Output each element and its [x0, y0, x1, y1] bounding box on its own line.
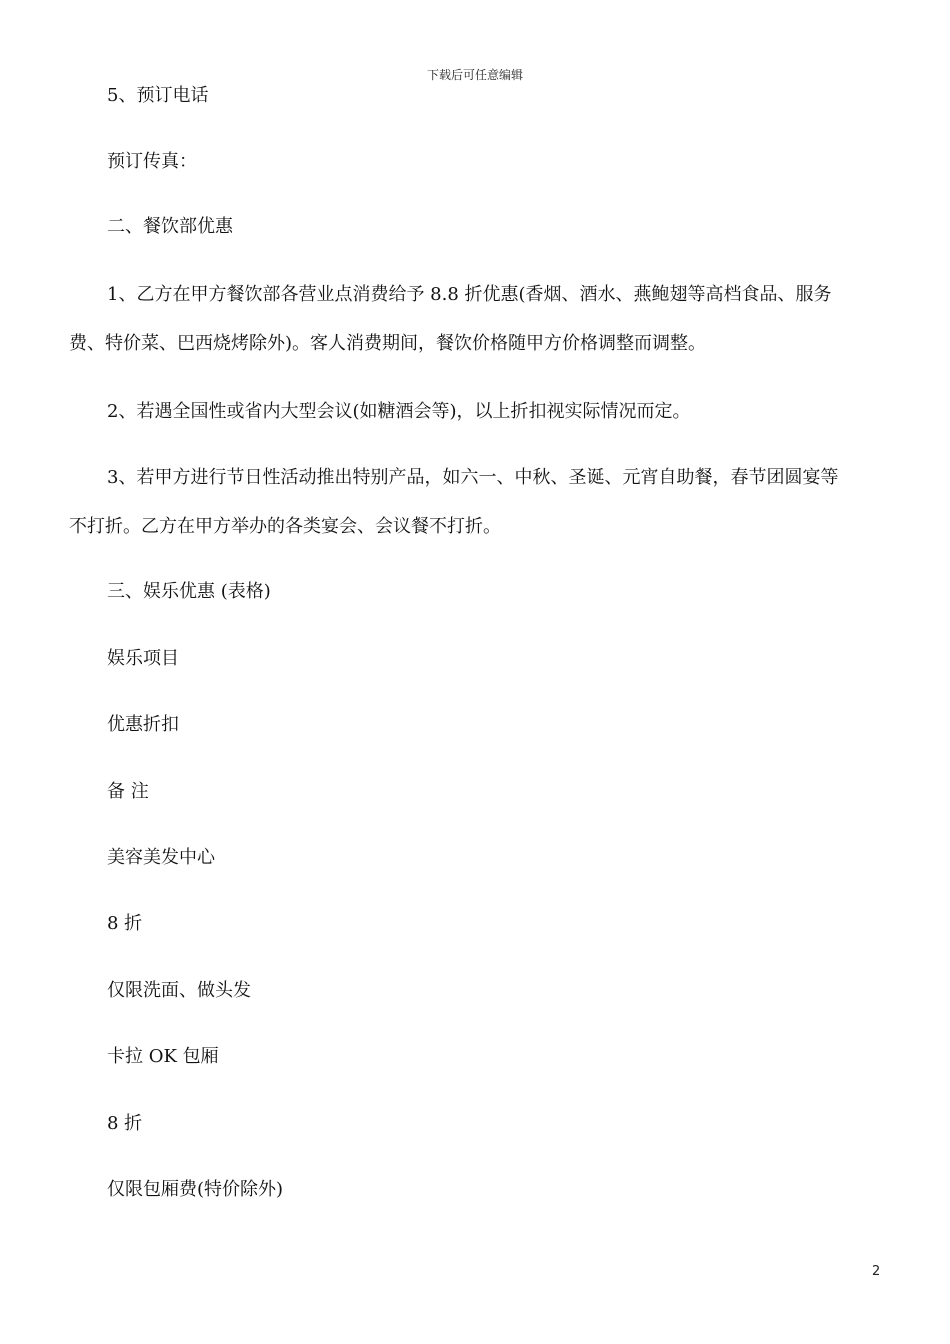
table-cell-karaoke-remark: 仅限包厢费(特价除外)	[107, 1179, 284, 1200]
table-header-item: 娱乐项目	[107, 648, 179, 669]
section-heading-entertainment: 三、娱乐优惠 (表格)	[107, 581, 271, 602]
header-note: 下载后可任意编辑	[426, 68, 523, 82]
section-heading-dining: 二、餐饮部优惠	[107, 216, 233, 237]
dining-item-1-line-2: 费、特价菜、巴西烧烤除外)。客人消费期间，餐饮价格随甲方价格调整而调整。	[69, 333, 707, 354]
table-cell-salon-discount: 8 折	[107, 913, 143, 934]
dining-item-1-line-1: 1、乙方在甲方餐饮部各营业点消费给予 8.8 折优惠(香烟、酒水、燕鲍翅等高档食品、服务	[107, 284, 832, 305]
page-number: 2	[872, 1264, 881, 1279]
booking-phone-line: 5、预订电话	[107, 85, 209, 106]
table-header-remark: 备 注	[107, 781, 149, 802]
booking-fax-line: 预订传真：	[107, 151, 197, 172]
dining-item-3-line-2: 不打折。乙方在甲方举办的各类宴会、会议餐不打折。	[69, 516, 501, 537]
table-header-discount: 优惠折扣	[107, 714, 179, 735]
table-cell-karaoke-discount: 8 折	[107, 1113, 143, 1134]
dining-item-2: 2、若遇全国性或省内大型会议(如糖酒会等)，以上折扣视实际情况而定。	[107, 401, 691, 422]
table-cell-karaoke-name: 卡拉 OK 包厢	[107, 1046, 219, 1067]
table-cell-salon-name: 美容美发中心	[107, 847, 215, 868]
table-cell-salon-remark: 仅限洗面、做头发	[107, 980, 251, 1001]
dining-item-3-line-1: 3、若甲方进行节日性活动推出特别产品，如六一、中秋、圣诞、元宵自助餐，春节团圆宴等	[107, 467, 839, 488]
